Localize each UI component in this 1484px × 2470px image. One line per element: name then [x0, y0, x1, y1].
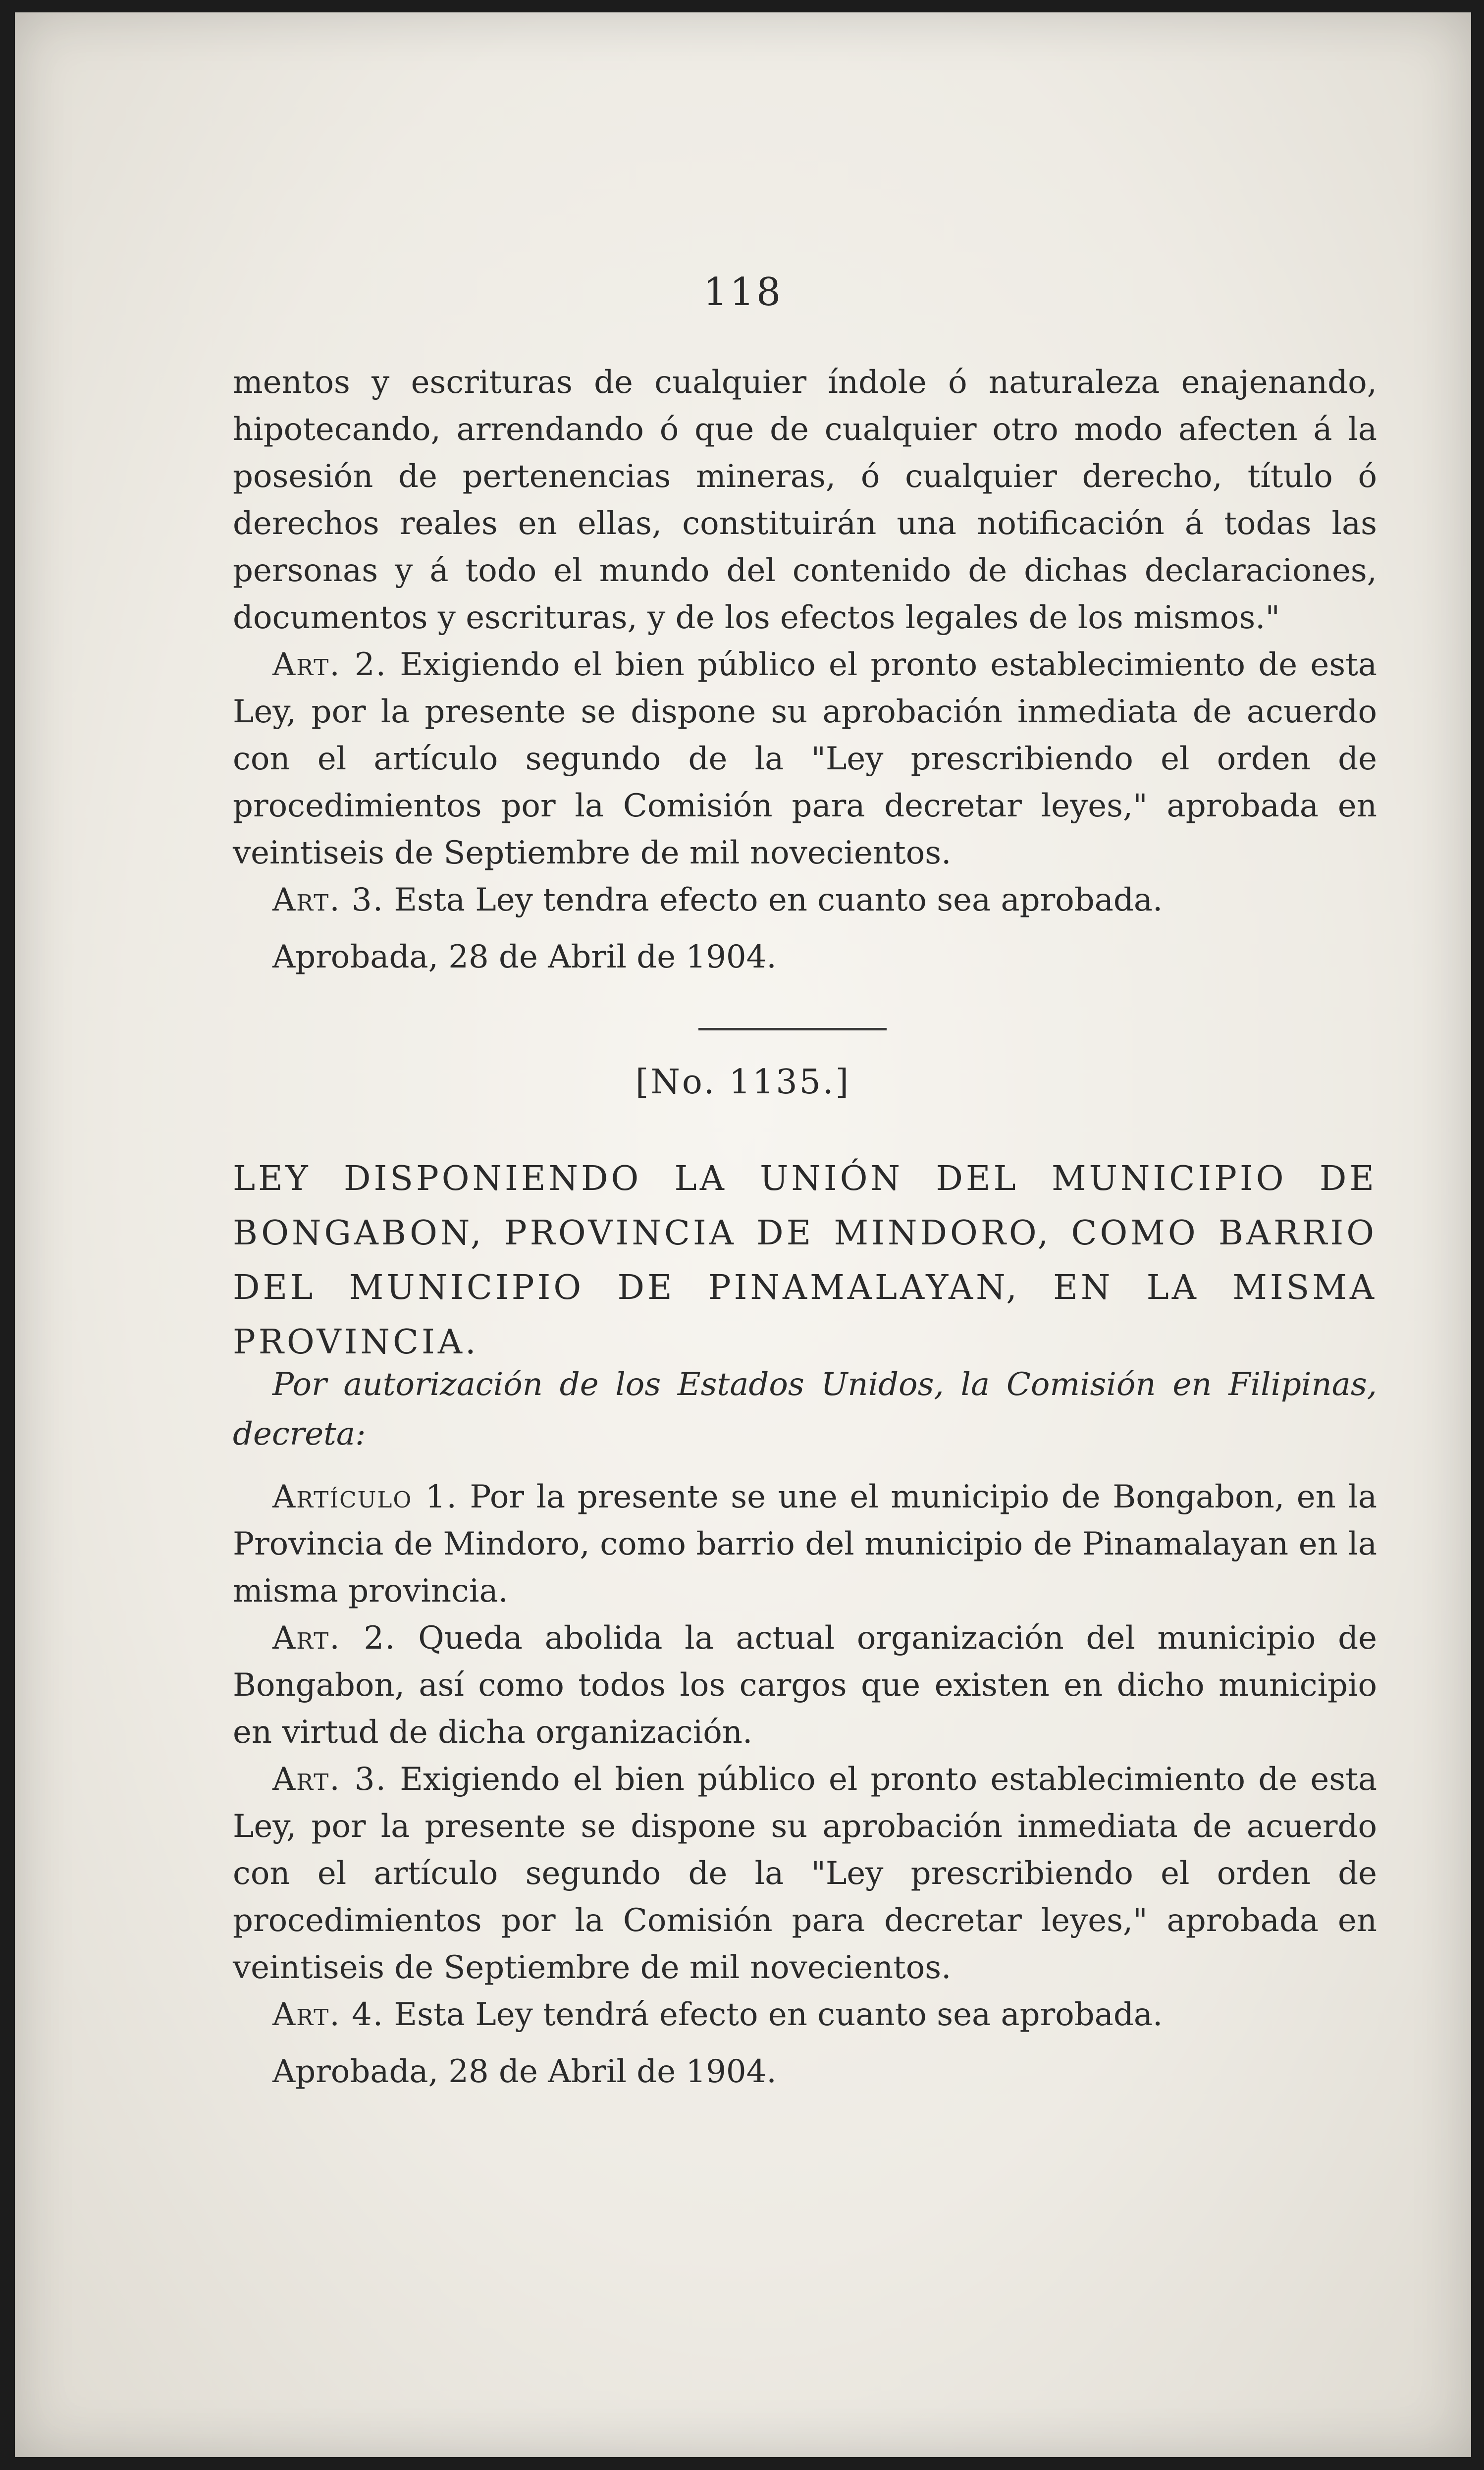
law-articles [233, 1474, 1377, 2095]
article-2-label: Art. 2. [272, 646, 387, 683]
law-article-2 [233, 1615, 1377, 1756]
law-article-4-text: Esta Ley tendrá efecto en cuanto sea aprobada. [394, 1996, 1163, 2033]
article-2-text: Exigiendo el bien público el pronto establecimiento de esta Ley, por la presente se dispone su aprobación inmediata de acuerdo con el artículo segundo de la "Ley prescribiendo el orden de procedimientos por la Comisión para decretar leyes," aprobada en veintiseis de Septiembre de mil novecientos. [233, 646, 1378, 871]
law-article-1 [233, 1474, 1377, 1615]
article-3-label: Art. 3. [272, 882, 384, 918]
article-3-paragraph [233, 877, 1377, 924]
law-article-3-text: Exigiendo el bien público el pronto establecimiento de esta Ley, por la presente se dispone su aprobación inmediata de acuerdo con el artículo segundo de la "Ley prescribiendo el orden de procedimientos por la Comisión para decretar leyes," aprobada en veintiseis de Septiembre de mil novecientos. [233, 1761, 1378, 1986]
law-article-2-text: Queda abolida la actual organización del municipio de Bongabon, así como todos los cargos que existen en dicho municipio en virtud de dicha organización. [233, 1620, 1378, 1751]
law-article-2-label: Art. 2. [272, 1620, 396, 1657]
law-article-3 [233, 1756, 1377, 1991]
law-number: [No. 1135.] [635, 1063, 851, 1102]
article-2-paragraph [233, 642, 1377, 877]
law-article-4-label: Art. 4. [272, 1996, 384, 2033]
law-article-3-label: Art. 3. [272, 1761, 387, 1798]
page-number: 118 [703, 270, 783, 315]
section-divider [698, 1028, 887, 1030]
article-3-text: Esta Ley tendra efecto en cuanto sea aprobada. [394, 882, 1163, 918]
law-article-4 [233, 1991, 1377, 2039]
law-article-1-text: Por la presente se une el municipio de Bongabon, en la Provincia de Mindoro, como barrio del municipio de Pinamalayan en la misma provincia. [233, 1479, 1378, 1610]
continuation-paragraph: mentos y escrituras de cualquier índole ó naturaleza enajenando, hipotecando, arrendando ó que de cualquier otro modo afecten á la posesión de pertenencias mineras, ó cualquier derecho, título ó derechos reales en ellas, constituirán una notificación á todas las personas y á todo el mundo del contenido de dichas declaraciones, documentos y escrituras, y de los efectos legales de los mismos." [233, 364, 1377, 636]
approval-date: Aprobada, 28 de Abril de 1904. [272, 939, 777, 975]
law-approval-date: Aprobada, 28 de Abril de 1904. [272, 2053, 777, 2090]
previous-law-section [233, 359, 1377, 981]
enacting-clause: Por autorización de los Estados Unidos, la Comisión en Filipinas, decreta: [233, 1366, 1377, 1452]
law-title: LEY DISPONIENDO LA UNIÓN DEL MUNICIPIO DE BONGABON, PROVINCIA DE MINDORO, COMO BARRIO DEL MUNICIPIO DE PINAMALAYAN, EN LA MISMA PROVINCIA. [233, 1159, 1377, 1362]
law-article-1-label: Artículo 1. [272, 1479, 458, 1515]
book-page [15, 12, 1471, 2457]
